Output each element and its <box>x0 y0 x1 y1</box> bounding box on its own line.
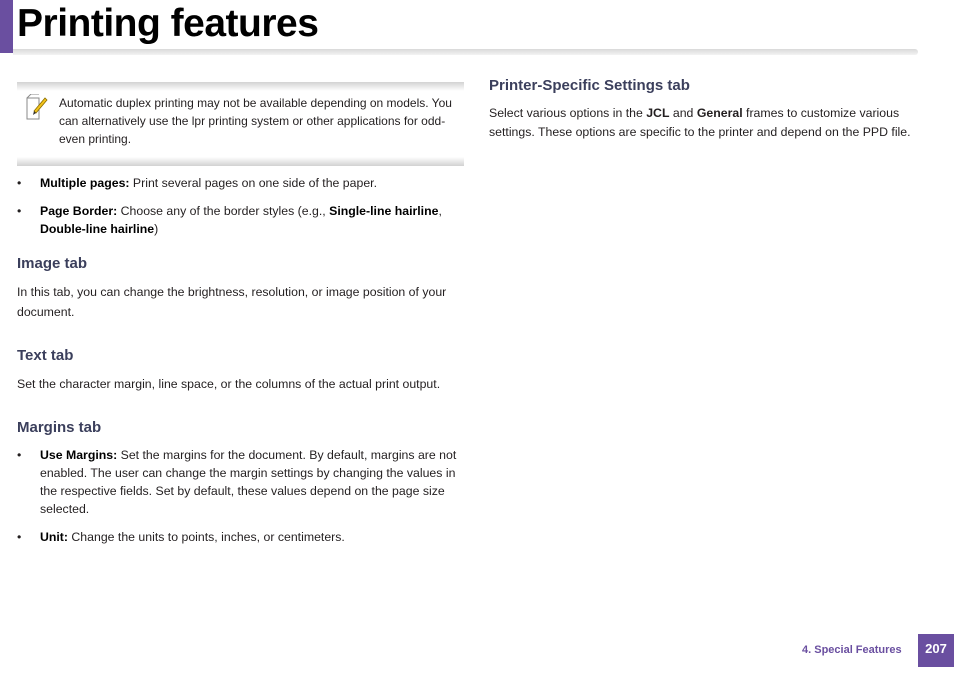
footer-section-label: 4. Special Features <box>802 644 902 656</box>
layout-bullets <box>17 174 464 238</box>
margins-tab-heading: Margins tab <box>17 419 102 436</box>
list-item: • Page Border: Choose any of the border styles (e.g., Single-line hairline, Double-line hairline) <box>17 204 442 236</box>
margins-bullets <box>17 446 464 546</box>
list-item: • Multiple pages: Print several pages on one side of the paper. <box>17 176 377 190</box>
image-tab-body: In this tab, you can change the brightness, resolution, or image position of your document. <box>17 285 447 319</box>
title-accent-bar <box>0 0 13 53</box>
note-text: Automatic duplex printing may not be available depending on models. You can alternatively use the lpr printing system or other applications for odd-even printing. <box>59 96 452 146</box>
note-box <box>17 82 464 166</box>
printer-tab-heading: Printer-Specific Settings tab <box>489 77 690 94</box>
text-tab-body: Set the character margin, line space, or the columns of the actual print output. <box>17 377 441 391</box>
list-item: • Unit: Change the units to points, inches, or centimeters. <box>17 530 345 544</box>
list-item: • Use Margins: Set the margins for the document. By default, margins are not enabled. The user can change the margin settings by changing the values in the respective fields. Set by default, these values depend on the page size selected. <box>17 448 457 516</box>
left-column <box>17 82 464 556</box>
image-tab-heading: Image tab <box>17 255 88 272</box>
text-tab-heading: Text tab <box>17 347 74 364</box>
page-title: Printing features <box>17 2 319 45</box>
title-rule <box>13 49 918 55</box>
right-column <box>489 76 934 142</box>
printer-tab-body: Select various options in the JCL and General frames to customize various settings. These options are specific to the printer and depend on the PPD file. <box>489 106 911 139</box>
note-pencil-icon <box>26 94 48 120</box>
page-number-badge: 207 <box>918 634 954 667</box>
